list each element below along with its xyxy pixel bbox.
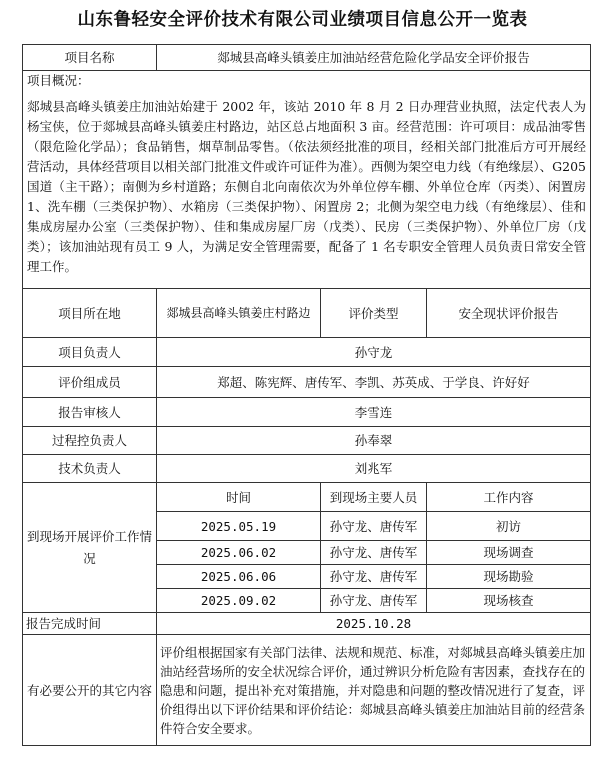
members-label: 评价组成员 <box>23 367 157 398</box>
site-work-date: 2025.09.02 <box>157 589 321 613</box>
members-value: 郑超、陈宪辉、唐传军、李凯、苏英成、于学良、许好好 <box>157 367 591 398</box>
completion-label: 报告完成时间 <box>23 613 157 635</box>
tech-lead-label: 技术负责人 <box>23 455 157 483</box>
project-name-value: 郯城县高峰头镇姜庄加油站经营危险化学品安全评价报告 <box>157 45 591 71</box>
other-label: 有必要公开的其它内容 <box>23 635 157 746</box>
process-control-label: 过程控负责人 <box>23 427 157 455</box>
site-work-content: 初访 <box>427 512 591 541</box>
reviewer-label: 报告审核人 <box>23 398 157 427</box>
reviewer-value: 李雪连 <box>157 398 591 427</box>
leader-label: 项目负责人 <box>23 338 157 367</box>
location-row <box>23 289 591 338</box>
project-info-table <box>22 44 591 746</box>
other-row <box>23 635 591 746</box>
other-text: 评价组根据国家有关部门法律、法规和规范、标准，对郯城县高峰头镇姜庄加油站经营场所的安全状况综合评价，通过辨识分析危险有害因素，查找存在的隐患和问题，提出补充对策措施，并对隐患和问题的整改情况进行了复查，评价组得出以下评价结果和评价结论：郯城县高峰头镇姜庄加油站目前的经营条件符合安全要求。 <box>157 635 591 746</box>
leader-row <box>23 338 591 367</box>
site-work-label: 到现场开展评价工作情况 <box>23 483 157 613</box>
overview-row <box>23 71 591 289</box>
page-title: 山东鲁轻安全评价技术有限公司业绩项目信息公开一览表 <box>77 10 528 30</box>
site-work-header-row <box>23 483 591 512</box>
site-work-date: 2025.06.06 <box>157 565 321 589</box>
overview-text: 郯城县高峰头镇姜庄加油站始建于 2002 年，该站 2010 年 8 月 2 日办理营业执照，法定代表人为杨宝侠，位于郯城县高峰头镇姜庄村路边，站区总占地面积 3 亩。经营范围：许可项目：成品油零售（限危险化学品）；食品销售，烟草制品零售。（依法须经批准的项目，经相关部门批准后方可开展经营活动，具体经营项目以相关部门批准文件或许可证件为准）。西侧为架空电力线（有绝缘层）、G205 国道（主干路）；南侧为乡村道路；东侧自北向南依次为外单位停车棚、外单位仓库（丙类）、闲置房 1、洗车棚（三类保护物）、水箱房（三类保护物）、闲置房 2；北侧为架空电力线（有绝缘层）、佳和集成房屋办公室（三类保护物）、佳和集成房屋厂房（戊类）、民房（三类保护物）、外单位厂房（戊类）；该加油站现有员工 9 人，为满足安全管理需要，配备了 1 名专职安全管理人员负责日常安全管理工作。 <box>27 99 587 274</box>
completion-row <box>23 613 591 635</box>
site-work-time-header: 时间 <box>157 483 321 512</box>
site-work-people: 孙守龙、唐传军 <box>321 589 427 613</box>
process-control-row <box>23 427 591 455</box>
completion-value: 2025.10.28 <box>157 613 591 635</box>
site-work-content: 现场调查 <box>427 541 591 565</box>
site-work-content: 现场勘验 <box>427 565 591 589</box>
members-row <box>23 367 591 398</box>
location-value: 郯城县高峰头镇姜庄村路边 <box>157 289 321 338</box>
site-work-people: 孙守龙、唐传军 <box>321 512 427 541</box>
site-work-people-header: 到现场主要人员 <box>321 483 427 512</box>
leader-value: 孙守龙 <box>157 338 591 367</box>
evaluation-type-label: 评价类型 <box>321 289 427 338</box>
site-work-people: 孙守龙、唐传军 <box>321 565 427 589</box>
reviewer-row <box>23 398 591 427</box>
project-name-label: 项目名称 <box>23 45 157 71</box>
location-label: 项目所在地 <box>23 289 157 338</box>
tech-lead-value: 刘兆军 <box>157 455 591 483</box>
tech-lead-row <box>23 455 591 483</box>
process-control-value: 孙奉翠 <box>157 427 591 455</box>
site-work-people: 孙守龙、唐传军 <box>321 541 427 565</box>
site-work-date: 2025.05.19 <box>157 512 321 541</box>
overview-label: 项目概况： <box>27 73 90 88</box>
project-name-row <box>23 45 591 71</box>
overview-cell <box>23 71 591 289</box>
evaluation-type-value: 安全现状评价报告 <box>427 289 591 338</box>
site-work-date: 2025.06.02 <box>157 541 321 565</box>
site-work-content-header: 工作内容 <box>427 483 591 512</box>
site-work-content: 现场核查 <box>427 589 591 613</box>
